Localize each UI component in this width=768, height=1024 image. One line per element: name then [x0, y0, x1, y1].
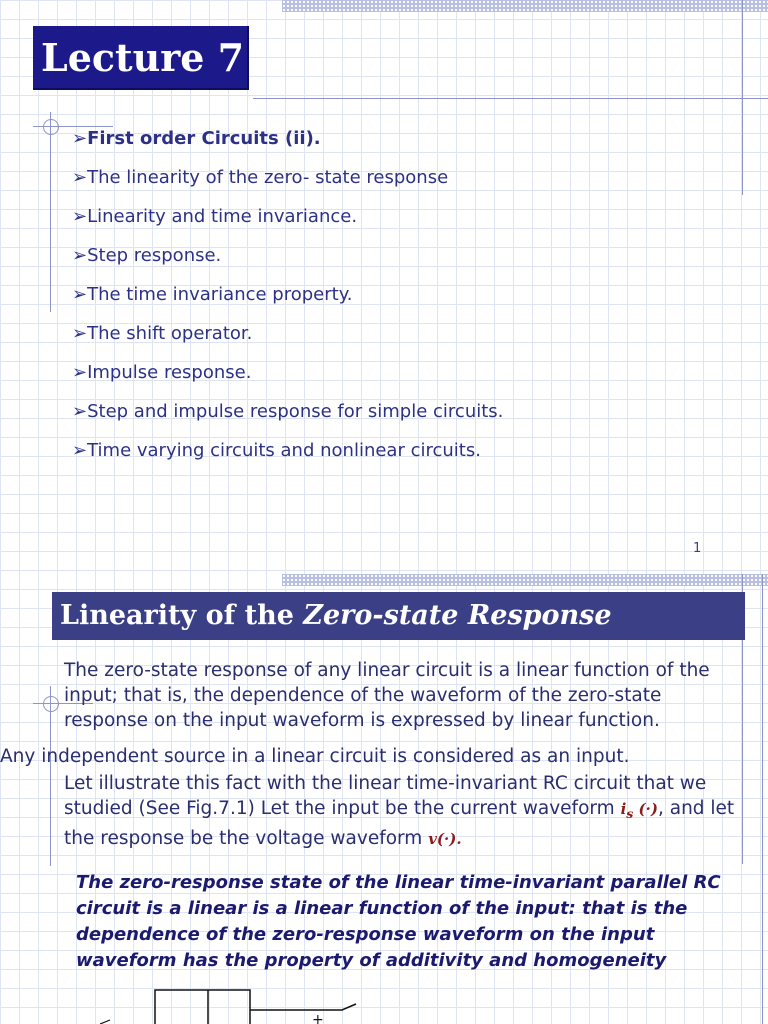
topic-item [72, 126, 576, 152]
overlay-paragraph: Any independent source in a linear circuit is considered as an input. [0, 746, 630, 767]
decorative-crosshair-vertical [50, 686, 51, 866]
topic-text: Time varying circuits and nonlinear circuits. [87, 440, 481, 461]
decorative-vertical-line [762, 574, 763, 1024]
arrow-bullet-icon: ➢ [72, 206, 88, 227]
topic-item [72, 165, 576, 191]
slide-2 [0, 574, 768, 1024]
topic-text: The linearity of the zero- state response [87, 167, 449, 188]
input-variable-symbol: i [620, 800, 627, 818]
decorative-pattern-band [282, 0, 768, 12]
topic-text: The time invariance property. [87, 284, 353, 305]
topic-item [72, 360, 576, 386]
input-variable-arg: (·) [633, 800, 658, 818]
decorative-crosshair-circle [43, 119, 59, 135]
topic-list [72, 126, 576, 477]
input-variable [620, 800, 658, 821]
decorative-horizontal-line [253, 98, 768, 99]
illustration-paragraph [64, 771, 744, 852]
circuit-plus-label: + [312, 1012, 324, 1024]
slide-title-part2: Zero-state Response [303, 600, 612, 631]
topic-item [72, 399, 576, 425]
decorative-crosshair-circle [43, 696, 59, 712]
topic-item [72, 243, 576, 269]
para2-text-a: Let illustrate this fact with the linear time-invariant RC circuit that we studied (See Fig.7.1) Let the input be the current waveform [64, 773, 707, 819]
intro-paragraph: The zero-state response of any linear circuit is a linear function of the input; that is, the dependence of the waveform of the zero-state response on the input waveform is expressed by linear function. [64, 660, 710, 731]
topic-item [72, 204, 576, 230]
input-variable-subscript: s [626, 806, 634, 821]
arrow-bullet-icon: ➢ [72, 401, 88, 422]
response-variable: v(·). [428, 830, 462, 848]
circuit-lead [100, 1020, 110, 1024]
lecture-title: Lecture 7 [33, 26, 249, 90]
slide-title-part1: Linearity of the [60, 600, 304, 631]
decorative-crosshair-vertical [50, 112, 51, 312]
arrow-bullet-icon: ➢ [72, 440, 88, 461]
arrow-bullet-icon: ➢ [72, 284, 88, 305]
topic-text: First order Circuits (ii). [87, 128, 321, 149]
topic-text: Impulse response. [87, 362, 252, 383]
topic-text: Step and impulse response for simple circuits. [87, 401, 504, 422]
slide-title [52, 592, 745, 640]
arrow-bullet-icon: ➢ [72, 362, 88, 383]
property-statement: The zero-response state of the linear time-invariant parallel RC circuit is a linear is a linear function of the input: that is the dependence of the zero-response waveform on the input waveform has the property of additivity and homogeneity [76, 872, 721, 971]
topic-text: The shift operator. [87, 323, 253, 344]
arrow-bullet-icon: ➢ [72, 323, 88, 344]
arrow-bullet-icon: ➢ [72, 245, 88, 266]
topic-item [72, 438, 576, 464]
page-number: 1 [693, 541, 702, 556]
circuit-frame [155, 990, 250, 1024]
topic-text: Step response. [87, 245, 222, 266]
topic-item [72, 282, 576, 308]
para2-text-b: , and let the response be the voltage waveform [64, 798, 735, 849]
topic-text: Linearity and time invariance. [87, 206, 358, 227]
topic-item [72, 321, 576, 347]
arrow-bullet-icon: ➢ [72, 128, 88, 149]
circuit-wire [250, 1004, 356, 1010]
decorative-pattern-band [282, 574, 768, 586]
arrow-bullet-icon: ➢ [72, 167, 88, 188]
rc-circuit-diagram [100, 984, 380, 1024]
